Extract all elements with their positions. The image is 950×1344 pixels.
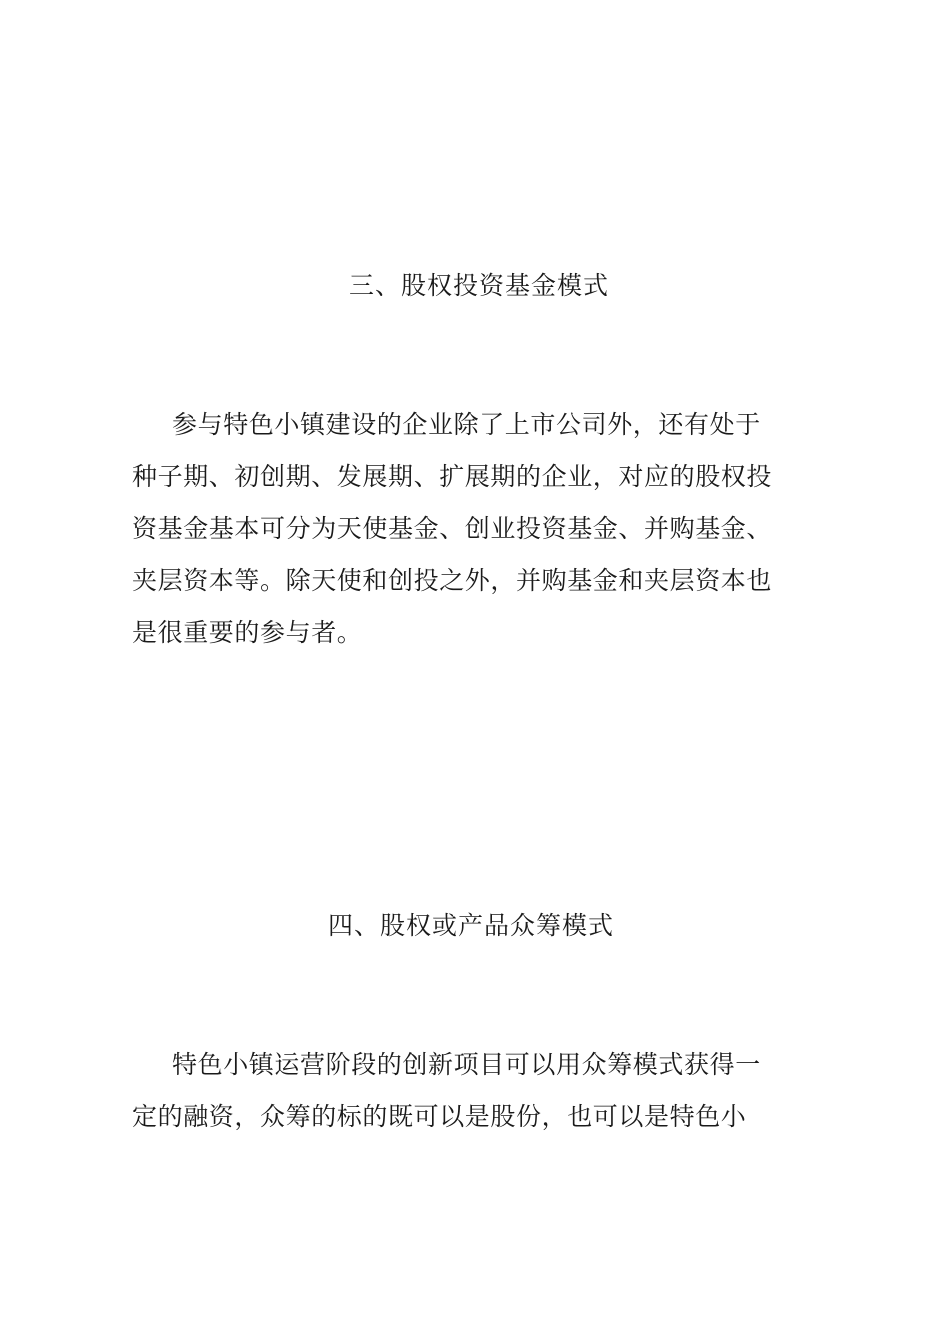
paragraph-line: 参与特色小镇建设的企业除了上市公司外，还有处于 [172, 410, 761, 439]
paragraph-line: 是很重要的参与者。 [132, 618, 363, 647]
paragraph-line: 定的融资，众筹的标的既可以是股份，也可以是特色小 [132, 1102, 747, 1131]
paragraph-line: 特色小镇运营阶段的创新项目可以用众筹模式获得一 [172, 1050, 761, 1079]
section-heading-3: 三、股权投资基金模式 [348, 271, 609, 300]
paragraph-line: 种子期、初创期、发展期、扩展期的企业，对应的股权投 [132, 462, 773, 491]
paragraph-line: 资基金基本可分为天使基金、创业投资基金、并购基金、 [132, 514, 773, 543]
paragraph-line: 夹层资本等。除天使和创投之外，并购基金和夹层资本也 [132, 566, 773, 595]
section-heading-4: 四、股权或产品众筹模式 [327, 911, 614, 940]
